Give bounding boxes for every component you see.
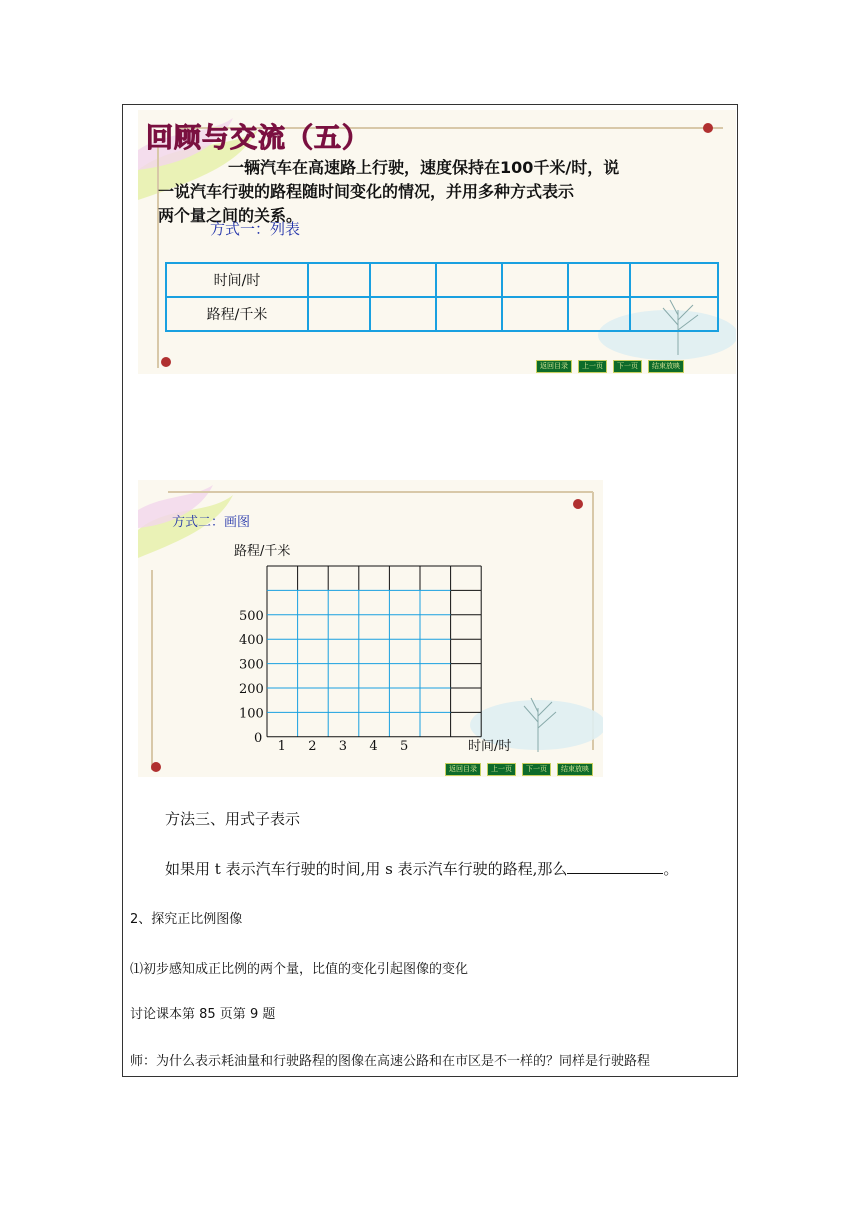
subsection-1-heading: ⑴初步感知成正比例的两个量，比值的变化引起图像的变化 [130, 962, 469, 977]
previous-page-button[interactable]: 上一页 [578, 360, 607, 373]
table-header-time: 时间/时 [166, 263, 308, 297]
section-2-heading: 2、探究正比例图像 [130, 912, 243, 927]
table-cell [308, 263, 370, 297]
table-cell [568, 263, 630, 297]
method-two-label: 方式二：画图 [172, 515, 251, 530]
x-tick-label: 1 [277, 738, 286, 754]
y-tick-label: 100 [239, 706, 264, 722]
table-cell [436, 297, 502, 331]
slide-title: 回顾与交流（五） [146, 123, 370, 154]
problem-line-3: 两个量之间的关系。 [158, 206, 303, 225]
y-tick-label: 0 [254, 730, 263, 746]
time-distance-table [165, 262, 719, 332]
table-cell [436, 263, 502, 297]
answer-blank[interactable] [567, 861, 663, 874]
next-page-button[interactable]: 下一页 [613, 360, 642, 373]
table-cell [630, 297, 718, 331]
table-cell [568, 297, 630, 331]
table-cell [630, 263, 718, 297]
previous-page-button[interactable]: 上一页 [487, 763, 516, 776]
y-tick-label: 400 [239, 633, 264, 649]
table-cell [370, 297, 436, 331]
end-show-button[interactable]: 结束放映 [557, 763, 593, 776]
next-page-button[interactable]: 下一页 [522, 763, 551, 776]
red-dot-icon [161, 357, 171, 367]
table-row [166, 263, 718, 297]
table-cell [308, 297, 370, 331]
y-tick-label: 200 [239, 682, 264, 697]
table-header-distance: 路程/千米 [166, 297, 308, 331]
slide-graph-method [138, 480, 603, 777]
back-to-contents-button[interactable]: 返回目录 [445, 763, 481, 776]
table-cell [502, 263, 568, 297]
method-three-heading: 方法三、用式子表示 [165, 810, 301, 828]
problem-line-1: 一辆汽车在高速路上行驶，速度保持在100千米/时，说 [228, 158, 620, 177]
y-axis-label: 路程/千米 [234, 544, 291, 559]
slide-nav [536, 360, 684, 373]
discussion-line: 讨论课本第 85 页第 9 题 [130, 1007, 276, 1022]
x-tick-label: 5 [400, 738, 409, 754]
teacher-line: 师：为什么表示耗油量和行驶路程的图像在高速公路和在市区是不一样的？同样是行驶路程 [130, 1054, 651, 1069]
x-tick-label: 3 [338, 738, 348, 754]
question-end: 。 [663, 860, 679, 878]
method-one-label: 方式一：列表 [210, 220, 301, 238]
back-to-contents-button[interactable]: 返回目录 [536, 360, 572, 373]
slide-nav [445, 763, 593, 776]
table-cell [502, 297, 568, 331]
red-dot-icon [703, 123, 713, 133]
x-axis-label: 时间/时 [468, 739, 512, 754]
question-line [165, 858, 678, 879]
end-show-button[interactable]: 结束放映 [648, 360, 684, 373]
slide-table-method [138, 110, 736, 374]
problem-line-2: 一说汽车行驶的路程随时间变化的情况，并用多种方式表示 [158, 182, 575, 201]
question-text: 如果用 t 表示汽车行驶的时间,用 s 表示汽车行驶的路程,那么 [165, 860, 568, 878]
x-tick-label: 4 [369, 738, 378, 754]
table-row [166, 297, 718, 331]
x-tick-label: 2 [308, 738, 317, 754]
y-tick-label: 300 [239, 657, 264, 673]
y-tick-label: 500 [239, 608, 264, 624]
table-cell [370, 263, 436, 297]
empty-graph-grid [138, 480, 603, 777]
